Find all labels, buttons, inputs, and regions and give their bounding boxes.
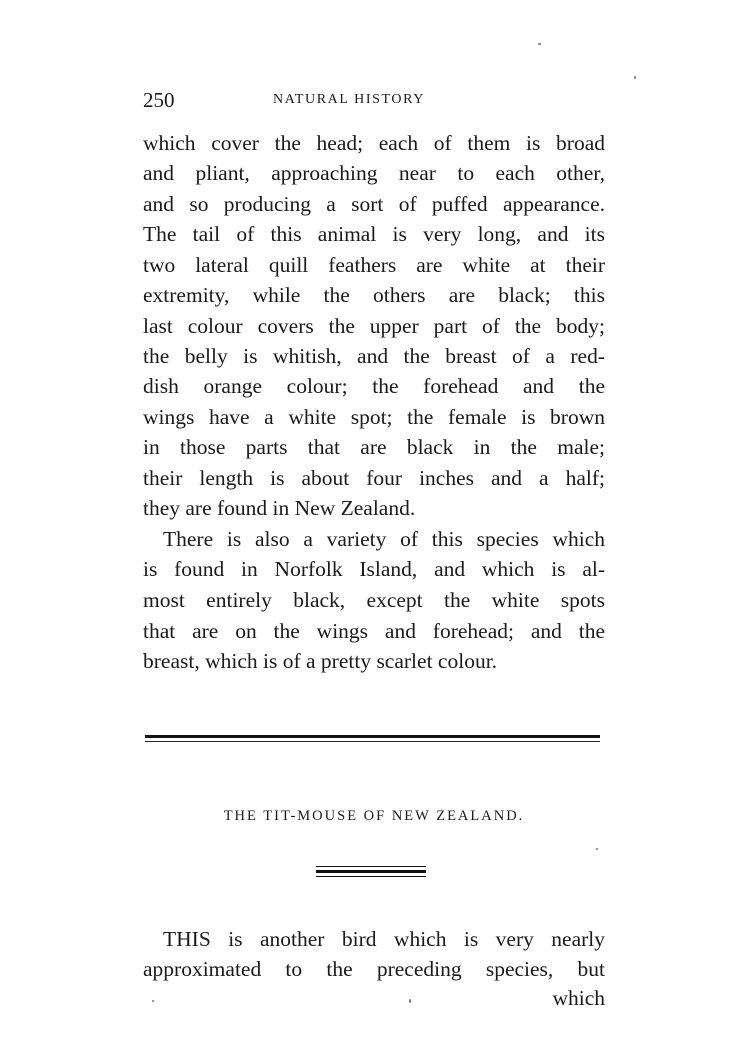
catchword: which	[552, 986, 605, 1010]
text-line: that are on the wings and forehead; and the	[143, 619, 605, 643]
ornament-rule-bottom	[316, 876, 426, 877]
text-line: two lateral quill feathers are white at their	[143, 253, 605, 277]
text-line: extremity, while the others are black; this	[143, 283, 605, 307]
text-line: There is also a variety of this species which	[163, 527, 605, 551]
text-line: The tail of this animal is very long, and its	[143, 222, 605, 246]
running-head	[143, 88, 605, 112]
text-line: is found in Norfolk Island, and which is al-	[143, 557, 605, 581]
section-divider-thick	[145, 735, 600, 738]
text-line: in those parts that are black in the male;	[143, 435, 605, 459]
text-line: the belly is whitish, and the breast of a red-	[143, 344, 605, 368]
text-line: which cover the head; each of them is broad	[143, 131, 605, 155]
print-speck	[538, 43, 541, 45]
section-divider-thin	[145, 741, 600, 742]
text-line: wings have a white spot; the female is brown	[143, 405, 605, 429]
text-line: THIS is another bird which is very nearly	[163, 927, 605, 951]
text-line: last colour covers the upper part of the body;	[143, 314, 605, 338]
print-speck	[152, 1000, 154, 1002]
print-speck	[634, 76, 636, 79]
print-speck	[409, 999, 411, 1003]
page-number: 250	[143, 88, 175, 112]
text-line: dish orange colour; the forehead and the	[143, 374, 605, 398]
text-line: most entirely black, except the white spots	[143, 588, 605, 612]
text-line: approximated to the preceding species, but	[143, 957, 605, 981]
text-line: their length is about four inches and a half;	[143, 466, 605, 490]
text-line: breast, which is of a pretty scarlet colour.	[143, 649, 498, 673]
print-speck	[596, 848, 598, 850]
ornament-rule-top	[316, 866, 426, 867]
running-title: NATURAL HISTORY	[273, 92, 425, 107]
text-line: and so producing a sort of puffed appearance.	[143, 192, 605, 216]
text-line: and pliant, approaching near to each other,	[143, 161, 605, 185]
text-line: they are found in New Zealand.	[143, 496, 416, 520]
section-title: THE TIT-MOUSE OF NEW ZEALAND.	[223, 808, 525, 824]
ornament-rule-middle	[316, 870, 426, 873]
